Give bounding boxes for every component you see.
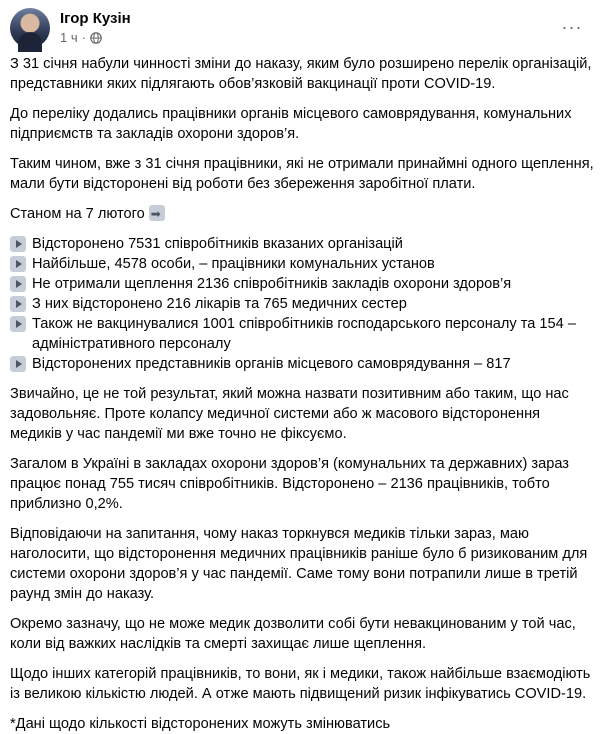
meta-separator: · [81, 30, 86, 45]
play-button-icon [10, 356, 26, 372]
list-item-text: Відсторонених представників органів місцевого самоврядування – 817 [32, 356, 511, 372]
bullet-list [10, 234, 595, 374]
status-line-text: Станом на 7 лютого [10, 206, 145, 222]
post-meta [60, 30, 102, 45]
list-item-text: Відсторонено 7531 співробітників вказаних організацій [32, 236, 403, 252]
paragraph: Відповідаючи на запитання, чому наказ торкнувся медиків тільки зараз, маю наголосити, що відсторонення медичних працівників раніше було б ризикованим для системи охорони здоров’я у час пандемії. Саме тому вони потрапили лише в третій раунд змін до наказу. [10, 526, 588, 602]
paragraph: Таким чином, вже з 31 січня працівники, які не отримали принаймні одного щеплення, мали бути відсторонені від роботи без збереження заробітної плати. [10, 156, 594, 192]
post-header [10, 8, 595, 54]
play-button-icon [10, 276, 26, 292]
avatar[interactable] [10, 8, 50, 48]
play-button-icon [10, 256, 26, 272]
paragraph: До переліку додались працівники органів місцевого самоврядування, комунальних підприємств та закладів охорони здоров’я. [10, 106, 572, 142]
list-item [10, 294, 595, 314]
globe-icon [90, 32, 102, 44]
list-item [10, 254, 595, 274]
status-line [10, 204, 595, 224]
play-button-icon [10, 296, 26, 312]
paragraph: Щодо інших категорій працівників, то вони, як і медики, також найбільше взаємодіють із великою кількістю людей. А отже мають підвищений ризик інфікуватись COVID-19. [10, 666, 591, 702]
play-button-icon [10, 236, 26, 252]
paragraph: Загалом в Україні в закладах охорони здоров’я (комунальних та державних) зараз працює понад 755 тисяч співробітників. Відсторонено – 2136 працівників, тобто приблизно 0,2%. [10, 456, 569, 512]
author-name[interactable]: Ігор Кузін [60, 10, 131, 27]
list-item [10, 314, 595, 354]
footnote: *Дані щодо кількості відсторонених можуть змінюватись [10, 716, 391, 732]
list-item [10, 274, 595, 294]
post-time[interactable]: 1 ч [60, 30, 78, 45]
more-options-button[interactable] [557, 12, 587, 42]
paragraph: Окремо зазначу, що не може медик дозволити собі бути невакцинованим у той час, коли від важких наслідків та смерті захищає лише щеплення. [10, 616, 576, 652]
list-item-text: Також не вакцинувалися 1001 співробітників господарського персоналу та 154 – адміністративного персоналу [32, 316, 576, 352]
play-button-icon [10, 316, 26, 332]
list-item-text: Не отримали щеплення 2136 співробітників закладів охорони здоров’я [32, 276, 512, 292]
post-body [10, 54, 595, 734]
list-item-text: З них відсторонено 216 лікарів та 765 медичних сестер [32, 296, 407, 312]
more-options-icon: ··· [561, 16, 583, 37]
list-item-text: Найбільше, 4578 особи, – працівники комунальних установ [32, 256, 435, 272]
paragraph: Звичайно, це не той результат, який можна назвати позитивним або таким, що нас задовольняє. Проте колапсу медичної системи або ж масового відсторонення медиків у час пандемії ми вже точно не фіксуємо. [10, 386, 569, 442]
paragraph: З 31 січня набули чинності зміни до наказу, яким було розширено перелік організацій, представники яких підлягають обов’язковій вакцинації проти COVID-19. [10, 56, 592, 92]
arrow-right-icon [149, 205, 165, 221]
list-item [10, 234, 595, 254]
list-item [10, 354, 595, 374]
